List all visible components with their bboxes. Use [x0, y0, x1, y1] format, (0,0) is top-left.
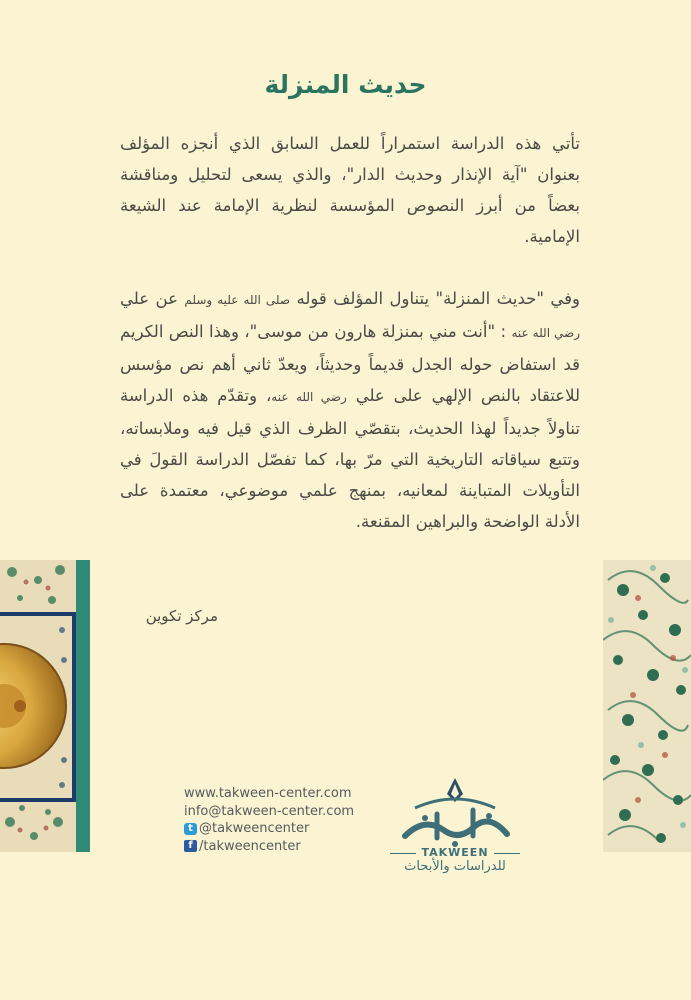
paragraph-2-part-4: ، وتقدّم هذه الدراسة تناولاً جديداً لهذا الحديث، بتقصّي الظرف الذي قيل فيه وملابساته، وتتبع سياقاته التاريخية التي مرّ بها، كما تفصّل الدراسة القولَ في التأويلات المتباينة لمعانيه، بمنهج علمي موضوعي، معتمدة على الأدلة الواضحة والبراهين المقنعة. — [120, 386, 580, 531]
cover-title: حديث المنزلة — [264, 70, 427, 99]
takween-logo-mark — [385, 776, 525, 848]
twitter-handle[interactable] — [184, 820, 368, 838]
signature: مركز تكوين — [145, 607, 218, 625]
twitter-icon: t — [184, 823, 197, 835]
salawat-phrase: صلى الله عليه وسلم — [184, 293, 291, 307]
logo-tagline: للدراسات والأبحاث — [404, 859, 506, 874]
left-decorative-panel — [0, 560, 90, 852]
contact-info — [184, 785, 368, 855]
paragraph-2-part-1: وفي "حديث المنزلة" يتناول المؤلف قوله — [296, 289, 580, 308]
description-paragraph-1: تأتي هذه الدراسة استمراراً للعمل السابق الذي أنجزه المؤلف بعنوان "آية الإنذار وحديث الدار"، والذي يسعى لتحليل ومناقشة بعضاً من أبرز النصوص المؤسسة لنظرية الإمامة عند الشيعة الإمامية. — [120, 134, 580, 246]
facebook-icon: f — [184, 840, 197, 852]
facebook-handle[interactable] — [184, 838, 368, 856]
description-paragraph-2 — [120, 283, 580, 537]
radi-phrase-2: رضي الله عنه — [271, 390, 347, 404]
left-ornament-illustration — [0, 560, 90, 852]
right-floral-pattern — [603, 560, 691, 852]
paragraph-2-part-2: عن علي — [120, 289, 178, 308]
twitter-handle-text: @takweencenter — [199, 821, 310, 836]
facebook-handle-text: /takweencenter — [199, 838, 301, 854]
radi-phrase-1: رضي الله عنه — [511, 326, 581, 340]
logo-name: TAKWEEN — [385, 846, 525, 859]
email-link[interactable]: info@takween-center.com — [184, 803, 355, 819]
right-decorative-panel — [603, 560, 691, 852]
website-link[interactable]: www.takween-center.com — [184, 786, 352, 801]
paragraph-2-part-3: : "أنت مني بمنزلة هارون من موسى"، وهذا النص الكريم قد استفاض حوله الجدل قديماً وحديثاً، ويعدّ ثاني أهم نص مؤسس للاعتقاد بالنص الإلهي على علي — [120, 322, 580, 405]
